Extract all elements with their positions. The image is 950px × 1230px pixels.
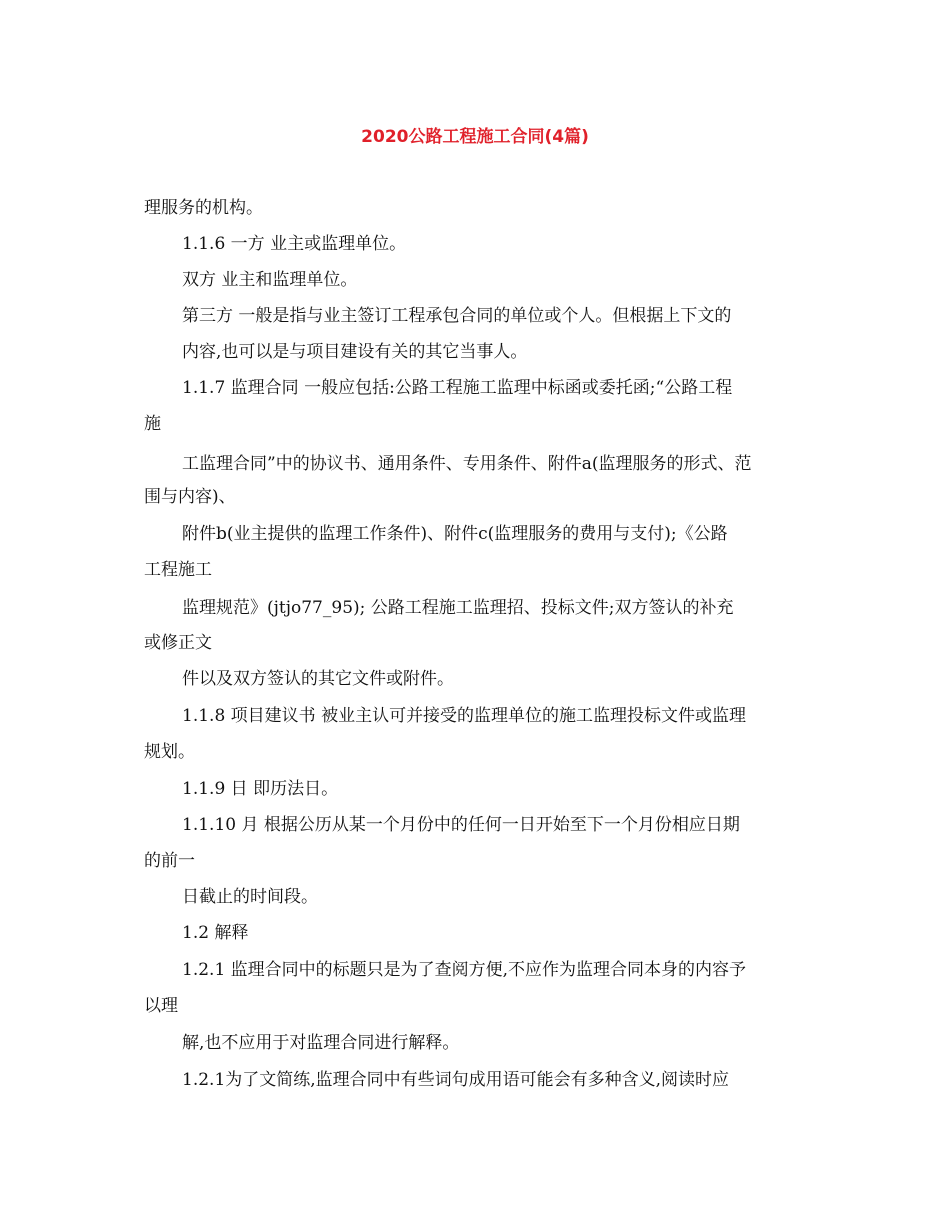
text-line: 第三方 一般是指与业主签订工程承包合同的单位或个人。但根据上下文的	[182, 306, 732, 326]
text-line: 件以及双方签认的其它文件或附件。	[182, 669, 454, 689]
text-line: 1.2.1为了文简练,监理合同中有些词句成用语可能会有多种含义,阅读时应	[182, 1070, 730, 1090]
text-line: 1.1.7 监理合同 一般应包括:公路工程施工监理中标函或委托函;“公路工程	[182, 378, 733, 398]
text-line: 1.1.9 日 即历法日。	[182, 779, 339, 799]
text-line: 双方 业主和监理单位。	[182, 270, 358, 290]
text-line: 监理规范》(jtjo77_95); 公路工程施工监理招、投标文件;双方签认的补充	[182, 598, 734, 618]
text-line: 解,也不应用于对监理合同进行解释。	[182, 1033, 460, 1053]
text-line: 施	[144, 414, 161, 434]
text-line: 以理	[144, 996, 178, 1016]
text-line: 1.1.6 一方 业主或监理单位。	[182, 234, 407, 254]
text-line: 工监理合同”中的协议书、通用条件、专用条件、附件a(监理服务的形式、范	[182, 454, 752, 474]
text-line: 附件b(业主提供的监理工作条件)、附件c(监理服务的费用与支付);《公路	[182, 524, 728, 544]
text-line: 1.2.1 监理合同中的标题只是为了查阅方便,不应作为监理合同本身的内容予	[182, 960, 747, 980]
text-line: 围与内容)、	[144, 487, 236, 507]
text-line: 工程施工	[144, 560, 212, 580]
text-line: 或修正文	[144, 633, 212, 653]
text-line: 1.2 解释	[182, 923, 249, 943]
text-line: 理服务的机构。	[144, 198, 263, 218]
text-line: 规划。	[144, 742, 195, 762]
text-line: 日截止的时间段。	[182, 887, 318, 907]
text-line: 1.1.8 项目建议书 被业主认可并接受的监理单位的施工监理投标文件或监理	[182, 706, 747, 726]
text-line: 内容,也可以是与项目建设有关的其它当事人。	[182, 342, 528, 362]
document-title: 2020公路工程施工合同(4篇)	[361, 127, 589, 147]
text-line: 1.1.10 月 根据公历从某一个月份中的任何一日开始至下一个月份相应日期	[182, 815, 740, 835]
text-line: 的前一	[144, 851, 195, 871]
